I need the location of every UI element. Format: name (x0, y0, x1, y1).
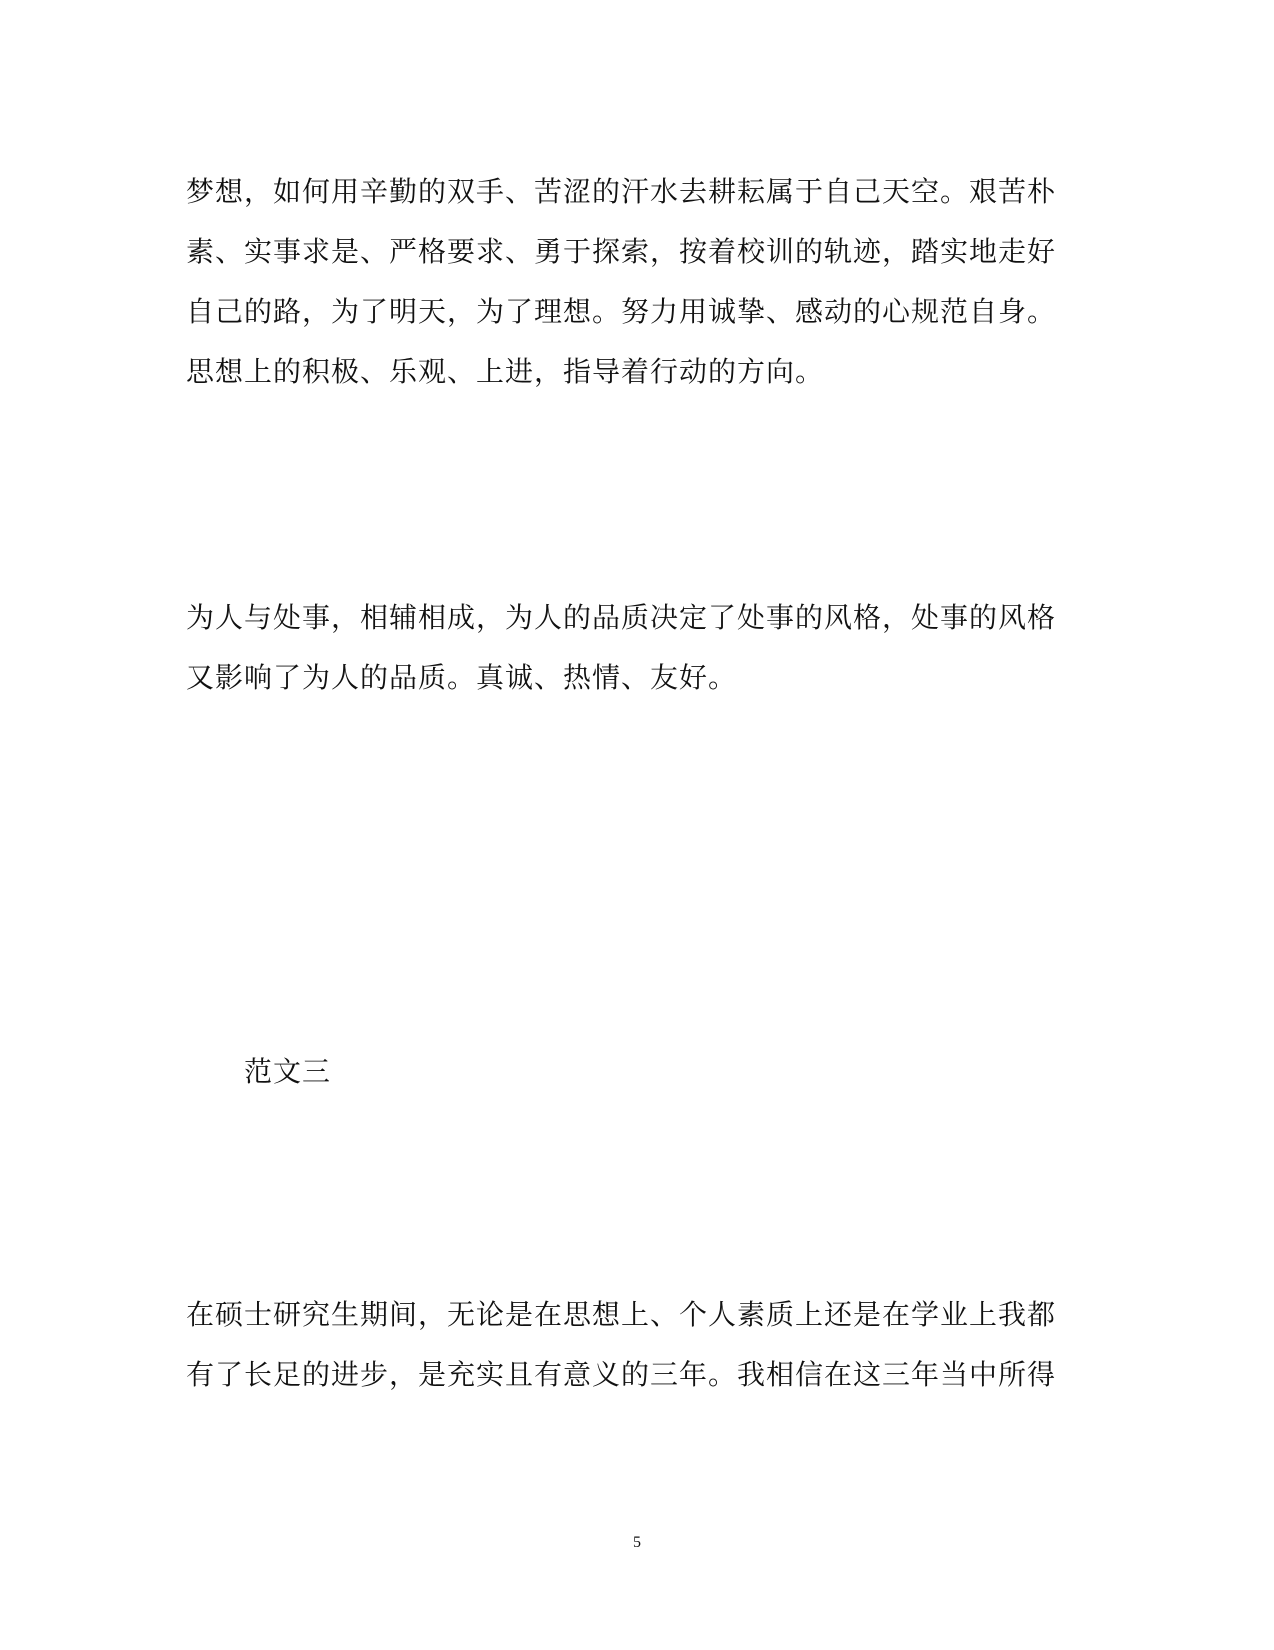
paragraph-3-line-2: 有了长足的进步，是充实且有意义的三年。我相信在这三年当中所得 (186, 1358, 1057, 1391)
paragraph-1-line-2: 素、实事求是、严格要求、勇于探索，按着校训的轨迹，踏实地走好 (186, 235, 1057, 268)
paragraph-1-line-4: 思想上的积极、乐观、上进，指导着行动的方向。 (186, 355, 825, 388)
paragraph-1-line-1: 梦想，如何用辛勤的双手、苦涩的汗水去耕耘属于自己天空。艰苦朴 (186, 175, 1057, 208)
paragraph-2-line-2: 又影响了为人的品质。真诚、热情、友好。 (186, 661, 738, 694)
paragraph-3-line-1: 在硕士研究生期间，无论是在思想上、个人素质上还是在学业上我都 (186, 1298, 1057, 1331)
paragraph-1-line-3: 自己的路，为了明天，为了理想。努力用诚挚、感动的心规范自身。 (186, 295, 1057, 328)
section-heading: 范文三 (244, 1055, 332, 1088)
paragraph-2-line-1: 为人与处事，相辅相成，为人的品质决定了处事的风格，处事的风格 (186, 601, 1057, 634)
page-number: 5 (633, 1534, 641, 1551)
